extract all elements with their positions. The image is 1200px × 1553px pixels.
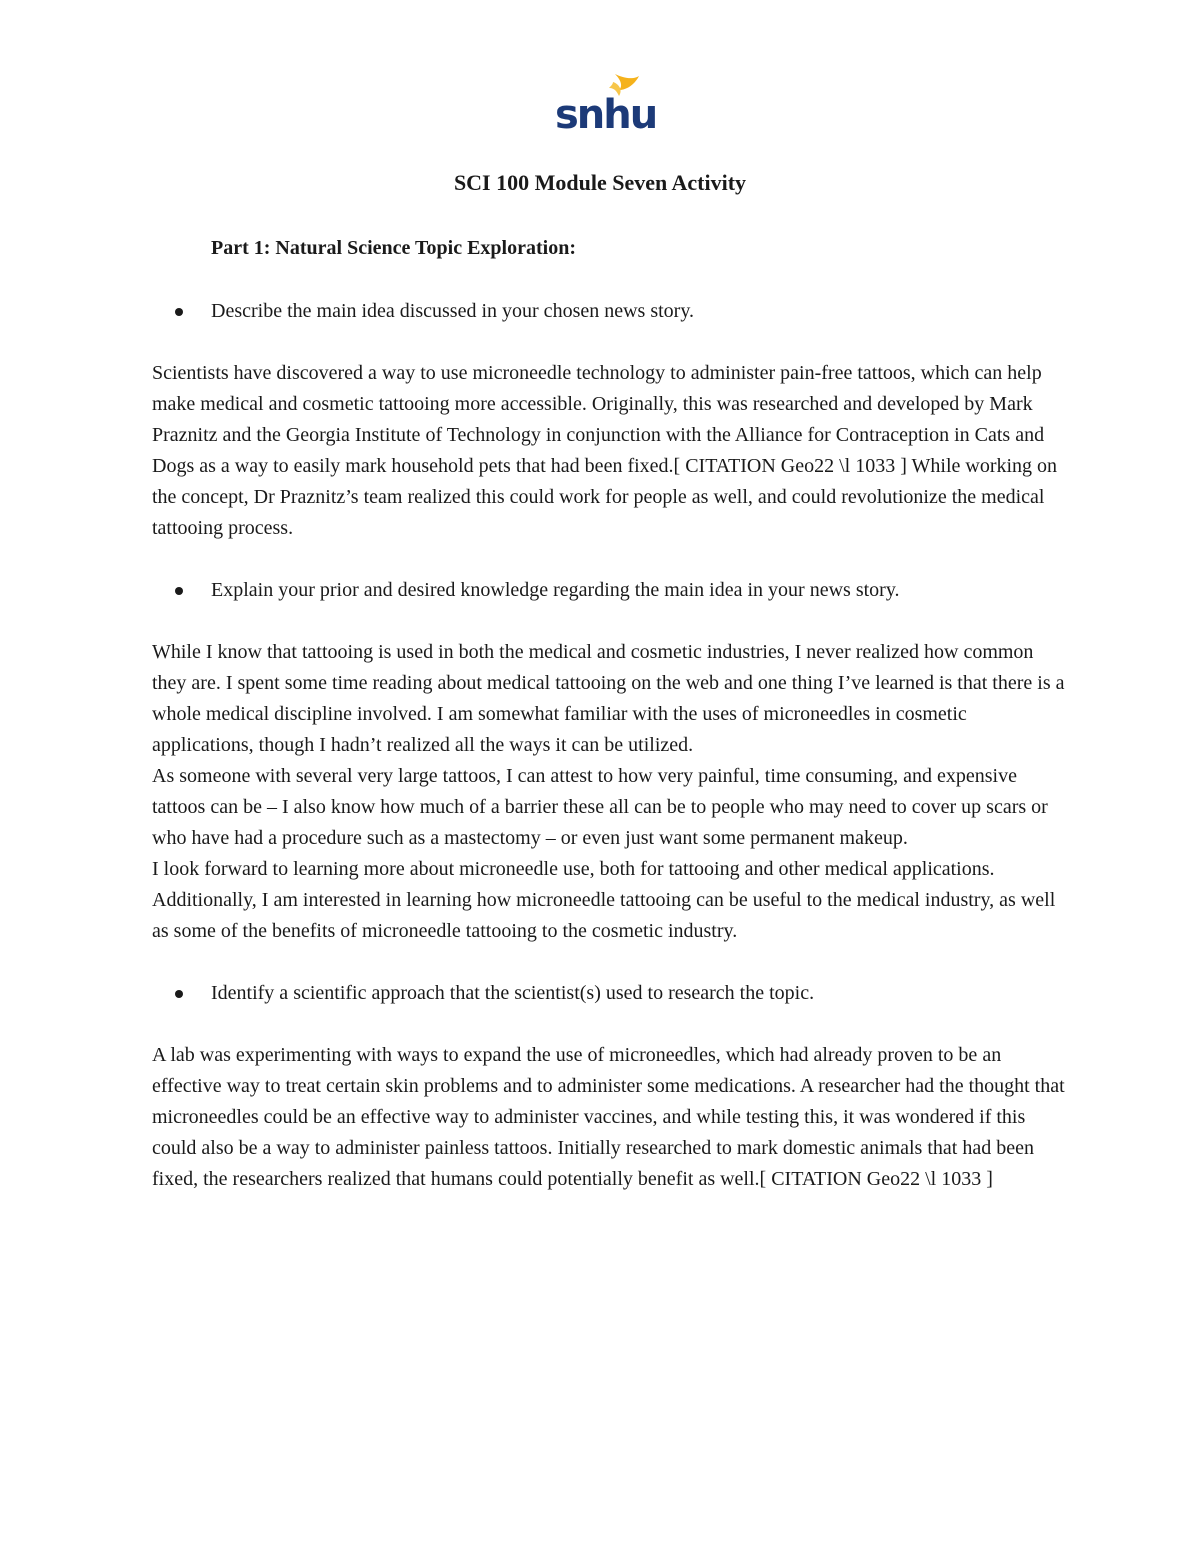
prompt-text: Describe the main idea discussed in your chosen news story. [211,300,695,322]
bullet-icon [175,990,183,998]
part-heading: Part 1: Natural Science Topic Exploration: [211,237,576,259]
answer-paragraph: As someone with several very large tattoos, I can attest to how very painful, time consuming, and expensive tattoos can be – I also know how much of a barrier these all can be to people who may need to cover up scars or who have had a procedure such as a mastectomy – or even just want some permanent makeup. [152,765,1048,849]
answer-paragraph: Scientists have discovered a way to use microneedle technology to administer pain-free tattoos, which can help make medical and cosmetic tattooing more accessible. Originally, this was researched and developed by Mark Praznitz and the Georgia Institute of Technology in conjunction with the Alliance for Contraception in Cats and Dogs as a way to easily mark household pets that had been fixed.[ CITATION Geo22 \l 1033 ] While working on the concept, Dr Praznitz’s team realized this could work for people as well, and could revolutionize the medical tattooing process. [152,362,1058,539]
document-title: SCI 100 Module Seven Activity [453,170,747,195]
answer-paragraph: I look forward to learning more about microneedle use, both for tattooing and other medical applications. Additionally, I am interested in learning how microneedle tattooing can be useful to the medical industry, as well as some of the benefits of microneedle tattooing to the cosmetic industry. [152,858,1056,942]
bullet-prompt-main-idea [140,296,1065,327]
document-body [140,296,1065,1195]
snhu-logo [553,72,657,138]
answer-paragraph: While I know that tattooing is used in both the medical and cosmetic industries, I never realized how common they are. I spent some time reading about medical tattooing on the web and one thing I’ve learned is that there is a whole medical discipline involved. I am somewhat familiar with the uses of microneedles in cosmetic applications, though I hadn’t realized all the ways it can be utilized. [152,641,1065,756]
bullet-icon [175,308,183,316]
flame-leaf-icon [553,72,657,138]
logo-wordmark: snhu [555,92,657,138]
answer-paragraph: A lab was experimenting with ways to expand the use of microneedles, which had already proven to be an effective way to treat certain skin problems and to administer some medications. A researcher had the thought that microneedles could be an effective way to administer vaccines, and while testing this, it was wondered if this could also be a way to administer painless tattoos. Initially researched to mark domestic animals that had been fixed, the researchers realized that humans could potentially benefit as well.[ CITATION Geo22 \l 1033 ] [152,1044,1065,1190]
prompt-text: Explain your prior and desired knowledge regarding the main idea in your news story. [211,579,900,601]
prompt-text: Identify a scientific approach that the scientist(s) used to research the topic. [211,982,815,1004]
bullet-prompt-scientific-approach [140,978,1065,1009]
bullet-icon [175,587,183,595]
bullet-prompt-prior-knowledge [140,575,1065,606]
